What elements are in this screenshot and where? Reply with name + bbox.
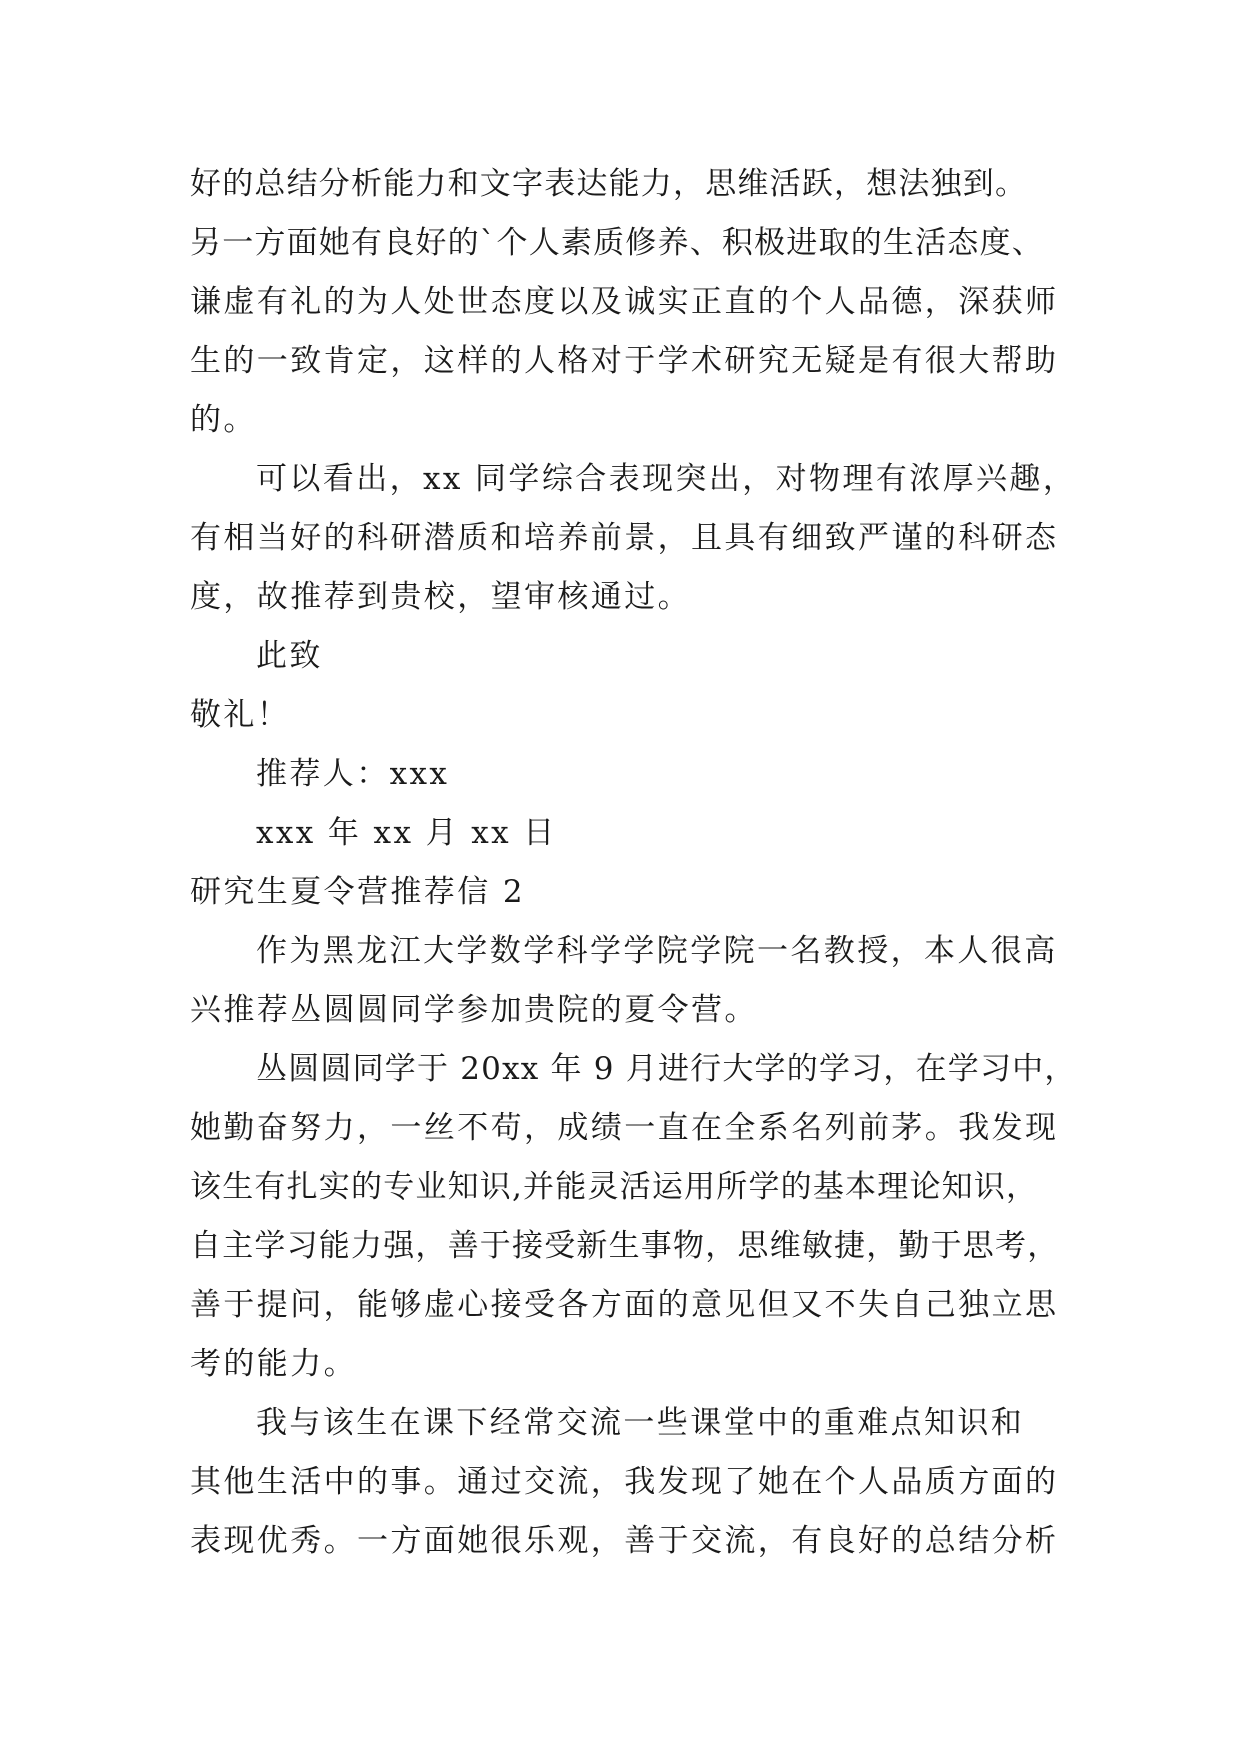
text-line: 的。 [190,402,257,438]
text-line: 表现优秀。一方面她很乐观，善于交流，有良好的总结分析 [190,1523,1059,1559]
text-line: 度，故推荐到贵校，望审核通过。 [190,579,691,615]
signature-date: xxx 年 xx 月 xx 日 [256,815,557,851]
paragraph-start: 丛圆圆同学于 20xx 年 9 月进行大学的学习，在学习中， [256,1051,1077,1087]
text-line: 她勤奋努力，一丝不苟，成绩一直在全系名列前茅。我发现 [190,1110,1059,1146]
closing-regards: 敬礼！ [190,697,291,733]
text-line: 好的总结分析能力和文字表达能力，思维活跃，想法独到。 [190,166,1028,202]
text-line: 其他生活中的事。通过交流，我发现了她在个人品质方面的 [190,1464,1059,1500]
text-line: 兴推荐丛圆圆同学参加贵院的夏令营。 [190,992,758,1028]
closing-salutation: 此致 [256,638,323,674]
text-line: 善于提问，能够虚心接受各方面的意见但又不失自己独立思 [190,1287,1059,1323]
paragraph-start: 可以看出，xx 同学综合表现突出，对物理有浓厚兴趣， [256,461,1077,497]
section-title: 研究生夏令营推荐信 2 [190,874,525,910]
text-line: 另一方面她有良好的`个人素质修养、积极进取的生活态度、 [190,225,1044,261]
text-line: 谦虚有礼的为人处世态度以及诚实正直的个人品德，深获师 [190,284,1059,320]
paragraph-start: 作为黑龙江大学数学科学学院学院一名教授，本人很高 [256,933,1058,969]
text-line: 该生有扎实的专业知识,并能灵活运用所学的基本理论知识， [190,1169,1039,1205]
text-line: 有相当好的科研潜质和培养前景，且具有细致严谨的科研态 [190,520,1059,556]
recommender-signature: 推荐人：xxx [256,756,450,792]
document-body [190,155,1077,1571]
text-line: 生的一致肯定，这样的人格对于学术研究无疑是有很大帮助 [190,343,1059,379]
text-line: 考的能力。 [190,1346,357,1382]
paragraph-start: 我与该生在课下经常交流一些课堂中的重难点知识和 [256,1405,1025,1441]
text-line: 自主学习能力强，善于接受新生事物，思维敏捷，勤于思考， [190,1228,1060,1264]
